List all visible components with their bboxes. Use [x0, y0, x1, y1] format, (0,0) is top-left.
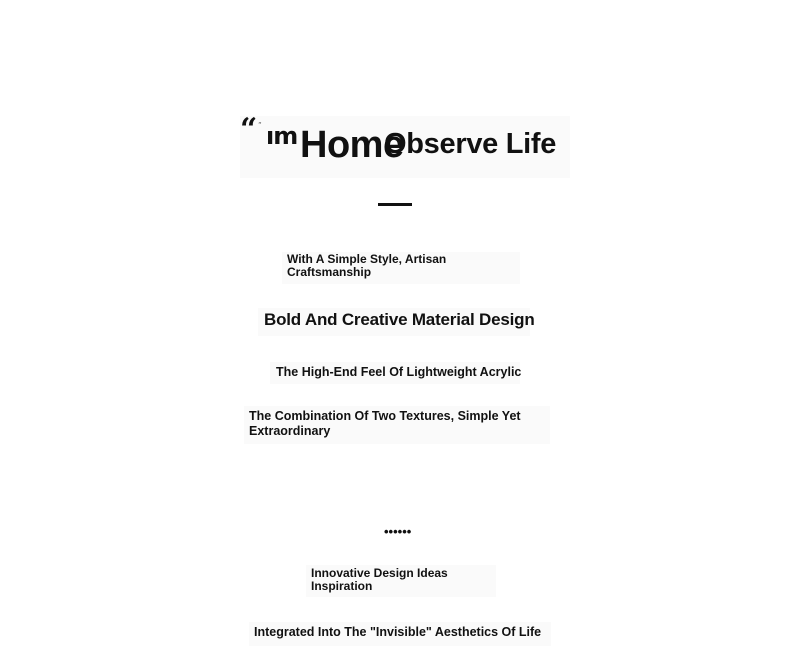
- feature-text-4: The Combination Of Two Textures, Simple Yet Extraordinary: [249, 409, 521, 438]
- idea-text-2: Integrated Into The "Invisible" Aesthetics Of Life: [254, 625, 542, 639]
- quote-icon: “: [240, 112, 256, 147]
- title-underline: [378, 203, 412, 206]
- feature-text-2: Bold And Creative Material Design: [264, 310, 535, 329]
- page-title: Observe Life: [384, 128, 557, 160]
- dots-separator: ••••••: [384, 524, 412, 539]
- feature-text-1: With A Simple Style, Artisan Craftsmanship: [287, 252, 447, 279]
- feature-text-3: The High-End Feel Of Lightweight Acrylic: [276, 365, 522, 379]
- logo-mark: ım: [266, 122, 298, 150]
- home-heading[interactable]: Home: [300, 124, 404, 166]
- idea-text-1: Innovative Design Ideas Inspiration: [311, 566, 448, 593]
- small-quote-icon: ": [258, 121, 261, 130]
